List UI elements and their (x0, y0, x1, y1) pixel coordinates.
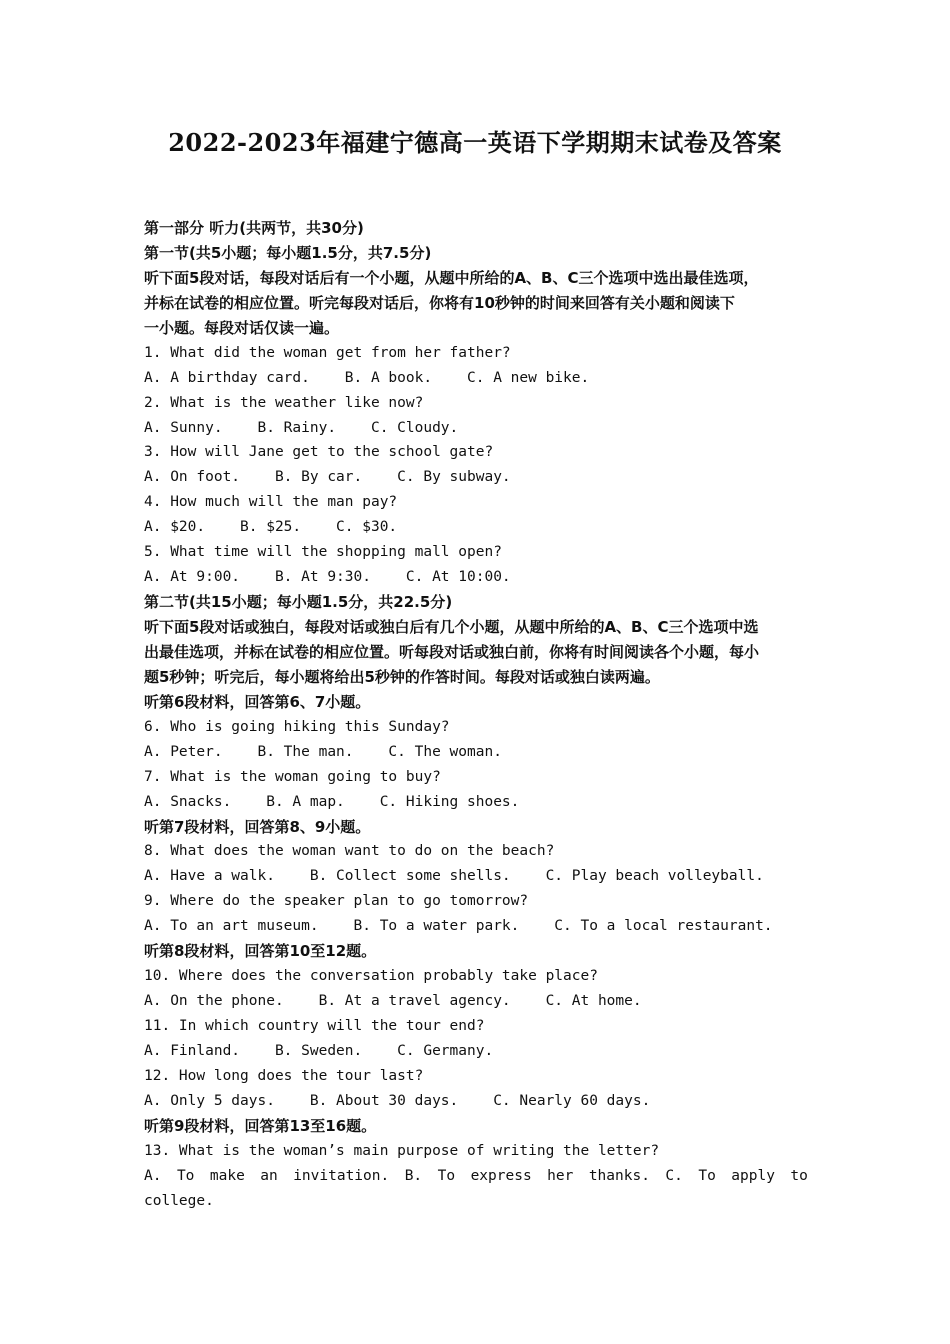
option-word: A. (144, 1167, 162, 1184)
options: A. Have a walk. B. Collect some shells. C. Play beach volleyball. (144, 868, 764, 885)
options: A. Only 5 days. B. About 30 days. C. Nearly 60 days. (144, 1092, 651, 1109)
option-word: to (790, 1167, 808, 1184)
question: 1. What did the woman get from her father? (144, 344, 511, 361)
option-word: apply (731, 1167, 775, 1184)
question: 2. What is the weather like now? (144, 394, 424, 411)
section-heading: 第一节(共5小题；每小题1.5分，共7.5分) (144, 243, 432, 262)
option-word: invitation. (293, 1167, 390, 1184)
option-word: To (437, 1167, 456, 1184)
option-word: an (260, 1167, 278, 1184)
options: A. To an art museum. B. To a water park. C. To a local restaurant. (144, 918, 773, 935)
options: A. On foot. B. By car. C. By subway. (144, 469, 511, 486)
question: 11. In which country will the tour end? (144, 1018, 485, 1034)
options: A. Sunny. B. Rainy. C. Cloudy. (144, 419, 459, 436)
group-label: 听第9段材料，回答第13至16题。 (144, 1116, 377, 1135)
question: 8. What does the woman want to do on the beach? (144, 843, 555, 860)
question: 10. Where does the conversation probably take place? (144, 968, 598, 985)
options: A. $20. B. $25. C. $30. (144, 519, 398, 536)
question: 13. What is the woman’s main purpose of writing the letter? (144, 1142, 660, 1159)
option-word: To (176, 1167, 195, 1184)
option-word: her (547, 1167, 574, 1184)
question: 12. How long does the tour last? (144, 1067, 424, 1084)
options-continued: college. (144, 1192, 214, 1209)
document-body (144, 216, 808, 1214)
part-heading: 第一部分 听力(共两节，共30分) (144, 219, 364, 237)
group-label: 听第8段材料，回答第10至12题。 (144, 942, 377, 961)
option-word: make (209, 1167, 245, 1184)
option-word: B. (404, 1167, 423, 1184)
question: 4. How much will the man pay? (144, 494, 398, 511)
instruction-line: 一小题。每段对话仅读一遍。 (144, 318, 340, 337)
option-word: C. (665, 1167, 683, 1184)
question: 3. How will Jane get to the school gate? (144, 444, 494, 461)
section-heading: 第二节(共15小题；每小题1.5分，共22.5分) (144, 593, 453, 612)
page-title: 2022-2023年福建宁德高一英语下学期期末试卷及答案 (168, 128, 782, 157)
instruction-line: 并标在试卷的相应位置。听完每段对话后，你将有10秒钟的时间来回答有关小题和阅读下 (144, 293, 735, 312)
instruction-line: 听下面5段对话，每段对话后有一个小题，从题中所给的A、B、C三个选项中选出最佳选项， (144, 268, 759, 287)
instruction-line: 听下面5段对话或独白，每段对话或独白后有几个小题，从题中所给的A、B、C三个选项中选 (144, 618, 759, 636)
options: A. At 9:00. B. At 9:30. C. At 10:00. (144, 569, 511, 586)
option-word: To (698, 1167, 716, 1184)
question: 7. What is the woman going to buy? (144, 768, 441, 785)
question: 6. Who is going hiking this Sunday? (144, 718, 450, 735)
options: A. A birthday card. B. A book. C. A new bike. (144, 369, 590, 386)
option-word: thanks. (588, 1167, 650, 1184)
group-label: 听第7段材料，回答第8、9小题。 (144, 817, 371, 836)
instruction-line: 出最佳选项，并标在试卷的相应位置。听每段对话或独白前，你将有时间阅读各个小题，每小 (144, 642, 760, 661)
question: 9. Where do the speaker plan to go tomorrow? (144, 893, 529, 910)
option-word: express (470, 1167, 532, 1184)
options: A. Peter. B. The man. C. The woman. (144, 743, 502, 760)
options: A. On the phone. B. At a travel agency. C. At home. (144, 993, 642, 1010)
question: 5. What time will the shopping mall open? (144, 544, 502, 561)
instruction-line: 题5秒钟；听完后，每小题将给出5秒钟的作答时间。每段对话或独白读两遍。 (144, 667, 660, 686)
options: A. Snacks. B. A map. C. Hiking shoes. (144, 793, 520, 810)
options: A. Finland. B. Sweden. C. Germany. (144, 1042, 494, 1059)
group-label: 听第6段材料，回答第6、7小题。 (144, 692, 371, 711)
options-justified (144, 1164, 808, 1189)
